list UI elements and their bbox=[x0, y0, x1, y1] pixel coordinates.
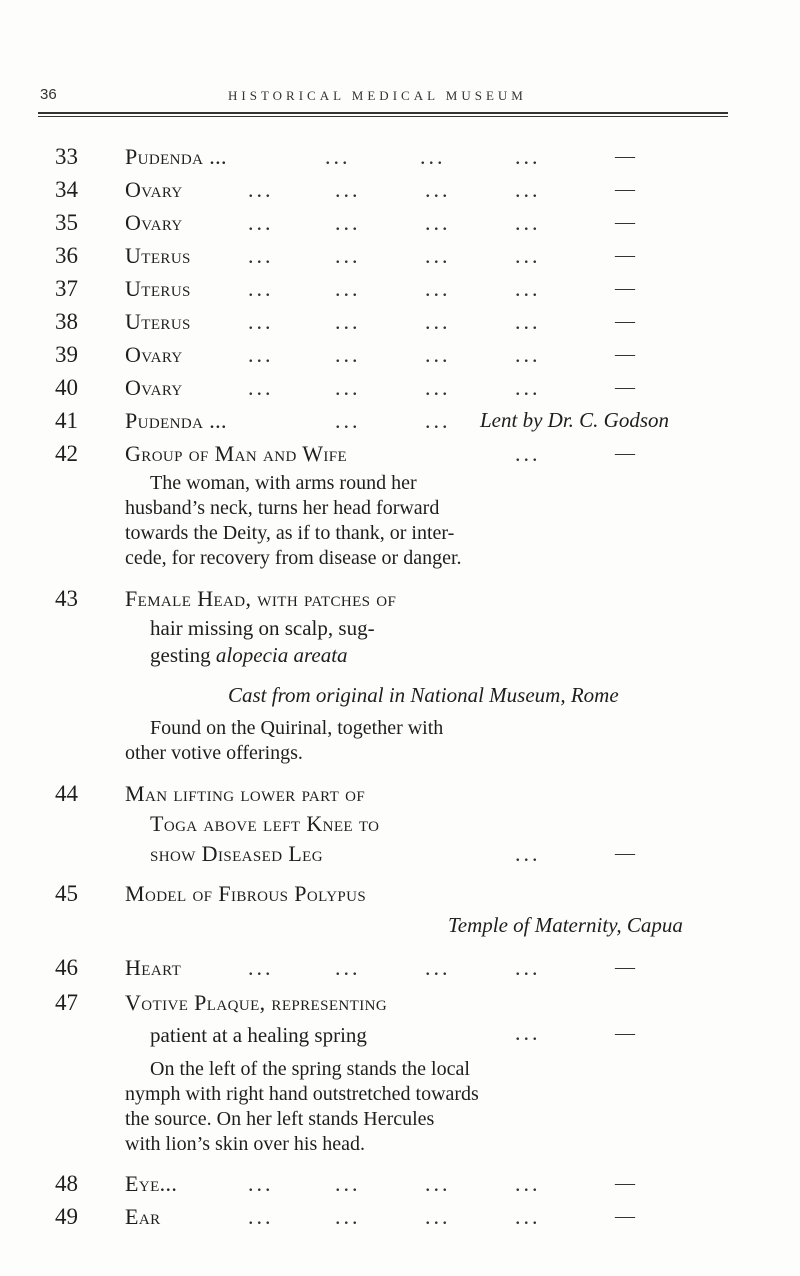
entry-title: Uterus bbox=[125, 243, 191, 268]
leader-dots: ... bbox=[248, 955, 274, 980]
entry-title: Heart bbox=[125, 955, 182, 980]
entry-number: 42 bbox=[55, 441, 78, 466]
leader-dots: ... bbox=[335, 375, 361, 400]
entry-dash: — bbox=[615, 1205, 635, 1227]
entry-dash: — bbox=[615, 244, 635, 266]
entry-title-line: patient at a healing spring bbox=[150, 1023, 367, 1047]
entry-number: 43 bbox=[55, 586, 78, 611]
entry-number: 47 bbox=[55, 990, 78, 1015]
leader-dots: ... bbox=[335, 243, 361, 268]
entry-number: 39 bbox=[55, 342, 78, 367]
header-rule-thin bbox=[38, 116, 728, 117]
entry-title: Ovary bbox=[125, 177, 183, 202]
leader-dots: ... bbox=[248, 309, 274, 334]
leader-dots: ... bbox=[425, 342, 451, 367]
entry-title-line bbox=[150, 643, 348, 668]
leader-dots: ... bbox=[335, 210, 361, 235]
leader-dots: ... bbox=[425, 955, 451, 980]
leader-dots: ... bbox=[515, 1171, 541, 1196]
leader-dots: ... bbox=[335, 342, 361, 367]
entry-description-line: Found on the Quirinal, together with bbox=[150, 717, 444, 739]
leader-dots: ... bbox=[515, 210, 541, 235]
leader-dots: ... bbox=[425, 408, 451, 433]
leader-dots: ... bbox=[515, 441, 541, 466]
entry-title: Uterus bbox=[125, 276, 191, 301]
entry-number: 33 bbox=[55, 144, 78, 169]
entry-dash: — bbox=[615, 1172, 635, 1194]
entry-title-line: show Diseased Leg bbox=[150, 841, 323, 866]
entry-number: 48 bbox=[55, 1171, 78, 1196]
entry-number: 36 bbox=[55, 243, 78, 268]
leader-dots: ... bbox=[248, 243, 274, 268]
leader-dots: ... bbox=[425, 1171, 451, 1196]
running-head: HISTORICAL MEDICAL MUSEUM bbox=[228, 88, 527, 103]
entry-number: 45 bbox=[55, 881, 78, 906]
entry-title: Pudenda ... bbox=[125, 408, 227, 433]
leader-dots: ... bbox=[515, 841, 541, 866]
entry-dash: — bbox=[615, 842, 635, 864]
entry-number: 46 bbox=[55, 955, 78, 980]
leader-dots: ... bbox=[515, 309, 541, 334]
entry-title: Eye... bbox=[125, 1171, 178, 1196]
entry-title: Pudenda ... bbox=[125, 144, 227, 169]
leader-dots: ... bbox=[515, 177, 541, 202]
leader-dots: ... bbox=[248, 375, 274, 400]
leader-dots: ... bbox=[335, 955, 361, 980]
entry-number: 34 bbox=[55, 177, 78, 202]
leader-dots: ... bbox=[515, 955, 541, 980]
entry-title-line: hair missing on scalp, sug- bbox=[150, 616, 375, 640]
entry-dash: — bbox=[615, 956, 635, 978]
entry-title: Female Head, with patches of bbox=[125, 586, 397, 611]
leader-dots: ... bbox=[425, 1204, 451, 1229]
entry-title: Man lifting lower part of bbox=[125, 781, 366, 806]
entry-number: 38 bbox=[55, 309, 78, 334]
entry-number: 49 bbox=[55, 1204, 78, 1229]
leader-dots: ... bbox=[515, 144, 541, 169]
entry-title: Ovary bbox=[125, 375, 183, 400]
entry-description-line: the source. On her left stands Hercules bbox=[125, 1108, 435, 1130]
entry-description-line: with lion’s skin over his head. bbox=[125, 1133, 365, 1155]
leader-dots: ... bbox=[515, 276, 541, 301]
leader-dots: ... bbox=[248, 342, 274, 367]
header-rule bbox=[38, 112, 728, 114]
leader-dots: ... bbox=[248, 276, 274, 301]
entry-description-line: other votive offerings. bbox=[125, 742, 303, 764]
entry-title: Model of Fibrous Polypus bbox=[125, 881, 367, 906]
entry-dash: — bbox=[615, 310, 635, 332]
leader-dots: ... bbox=[515, 1204, 541, 1229]
entry-description-line: nymph with right hand outstretched towards bbox=[125, 1083, 479, 1105]
entry-dash: — bbox=[615, 277, 635, 299]
entry-number: 35 bbox=[55, 210, 78, 235]
source-credit: Temple of Maternity, Capua bbox=[448, 913, 683, 937]
entry-number: 44 bbox=[55, 781, 78, 806]
entry-title: Uterus bbox=[125, 309, 191, 334]
entry-title: Votive Plaque, representing bbox=[125, 990, 388, 1015]
leader-dots: ... bbox=[248, 210, 274, 235]
entry-dash: — bbox=[615, 178, 635, 200]
page-number: 36 bbox=[40, 86, 57, 103]
leader-dots: ... bbox=[425, 243, 451, 268]
leader-dots: ... bbox=[335, 408, 361, 433]
leader-dots: ... bbox=[248, 1171, 274, 1196]
leader-dots: ... bbox=[420, 144, 446, 169]
entry-description-line: On the left of the spring stands the local bbox=[150, 1058, 470, 1080]
lender-credit: Lent by Dr. C. Godson bbox=[480, 408, 670, 432]
leader-dots: ... bbox=[335, 1171, 361, 1196]
entry-title-text: gesting bbox=[150, 643, 216, 667]
entry-description-line: The woman, with arms round her bbox=[150, 472, 417, 494]
leader-dots: ... bbox=[515, 243, 541, 268]
entry-description-line: husband’s neck, turns her head forward bbox=[125, 497, 440, 519]
entry-dash: — bbox=[615, 211, 635, 233]
entry-dash: — bbox=[615, 376, 635, 398]
leader-dots: ... bbox=[515, 1020, 541, 1045]
entry-dash: — bbox=[615, 145, 635, 167]
entry-title: Ovary bbox=[125, 342, 183, 367]
leader-dots: ... bbox=[425, 375, 451, 400]
leader-dots: ... bbox=[248, 177, 274, 202]
leader-dots: ... bbox=[515, 342, 541, 367]
leader-dots: ... bbox=[335, 309, 361, 334]
entry-title: Group of Man and Wife bbox=[125, 441, 348, 466]
diagnosis-term: alopecia areata bbox=[215, 643, 348, 667]
leader-dots: ... bbox=[325, 144, 351, 169]
leader-dots: ... bbox=[515, 375, 541, 400]
entry-title: Ovary bbox=[125, 210, 183, 235]
leader-dots: ... bbox=[335, 276, 361, 301]
entry-dash: — bbox=[615, 343, 635, 365]
entry-title: Ear bbox=[125, 1204, 161, 1229]
entry-dash: — bbox=[615, 1022, 635, 1044]
entry-description-line: towards the Deity, as if to thank, or inter- bbox=[125, 522, 455, 544]
entry-number: 40 bbox=[55, 375, 78, 400]
leader-dots: ... bbox=[248, 1204, 274, 1229]
leader-dots: ... bbox=[425, 210, 451, 235]
entry-number: 41 bbox=[55, 408, 78, 433]
entry-dash: — bbox=[615, 442, 635, 464]
source-credit: Cast from original in National Museum, Rome bbox=[228, 683, 619, 707]
leader-dots: ... bbox=[425, 177, 451, 202]
leader-dots: ... bbox=[335, 1204, 361, 1229]
leader-dots: ... bbox=[425, 276, 451, 301]
entry-description-line: cede, for recovery from disease or danger. bbox=[125, 547, 462, 569]
entry-number: 37 bbox=[55, 276, 78, 301]
entry-title-line: Toga above left Knee to bbox=[150, 811, 380, 836]
leader-dots: ... bbox=[425, 309, 451, 334]
leader-dots: ... bbox=[335, 177, 361, 202]
